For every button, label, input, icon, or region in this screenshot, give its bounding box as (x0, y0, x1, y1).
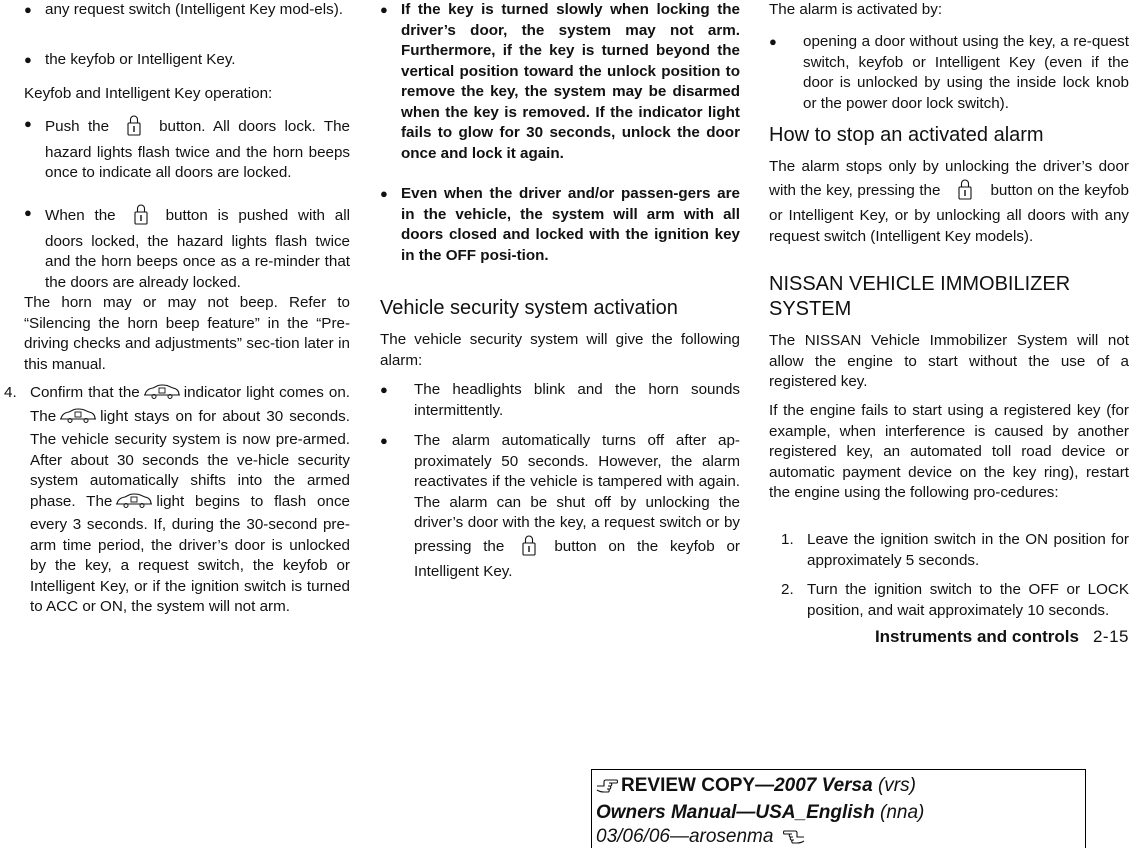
pointing-hand-icon (596, 777, 618, 801)
bullet: ● (24, 205, 32, 220)
paragraph: The horn may or may not beep. Refer to “Silencing the horn beep feature” in the “Pre-driving checks and adjustments” sec-tion later in this manual. (24, 294, 350, 373)
paragraph: If the engine fails to start using a registered key (for example, when interference is caused by another registered key, an automated toll road device or automatic payment device on the key ring), restart the engine using the following pro-cedures: (769, 402, 1129, 501)
lock-icon (504, 534, 554, 563)
section-heading: How to stop an activated alarm (769, 124, 1044, 146)
step-number: 1. (781, 531, 794, 548)
bullet-text: The alarm automatically turns off after ap-proximately 50 seconds. However, the alarm reactivates if the vehicle is tampered with again. The alarm can be shut off by unlocking the driver’s door with the key, a request switch or by pressing the button on the keyfob or Intelligent Key. (414, 432, 740, 580)
bullet: ● (380, 2, 388, 17)
pointing-hand-icon (783, 828, 805, 852)
step-text: Leave the ignition switch in the ON position for approximately 5 seconds. (807, 531, 1129, 569)
paragraph: Keyfob and Intelligent Key operation: (24, 85, 273, 102)
page-footer (812, 627, 1129, 647)
lock-icon (940, 178, 990, 207)
step-text: Confirm that the indicator light comes on. The light stays on for about 30 seconds. The vehicle security system is now pre-armed. After about 30 seconds the ve-hicle security system automatically shifts into the armed phase. The light begins to flash once every 3 seconds. If, during the 30-second pre-arm time period, the driver’s door is unlocked by the key, a request switch, the keyfob or Intelligent Key, or if the ignition switch is turned to ACC or ON, the system will not arm. (30, 384, 350, 615)
section-heading: NISSAN VEHICLE IMMOBILIZER SYSTEM (769, 273, 1071, 320)
warning-text: If the key is turned slowly when locking the driver’s door, the system may not arm. Furthermore, if the key is turned beyond the vertical position toward the unlock position to remove the key, the system may be disarmed when the key is removed. If the indicator light fails to glow for 30 seconds, unlock the door once and lock it again. (401, 1, 740, 162)
bullet: ● (380, 382, 388, 397)
bullet: ● (769, 34, 777, 49)
security-car-icon (56, 408, 100, 431)
lock-icon (109, 114, 159, 143)
paragraph: The alarm is activated by: (769, 1, 943, 18)
bullet-text: Push the button. All doors lock. The hazard lights flash twice and the horn beeps once to indicate all doors are locked. (45, 114, 350, 184)
bullet: ● (24, 2, 32, 17)
page-number: 2-15 (1092, 627, 1129, 646)
bullet-text: When the button is pushed with all doors locked, the hazard lights flash twice and the horn beeps once as a re-minder that the doors are already locked. (45, 203, 350, 293)
bullet-text: any request switch (Intelligent Key mod-els). (45, 1, 343, 18)
lock-icon (116, 203, 166, 232)
step-number: 4. (4, 384, 17, 401)
bullet-text: opening a door without using the key, a re-quest switch, keyfob or Intelligent Key (even if the door is unlocked by using the inside lock knob or the power door lock switch). (803, 33, 1129, 112)
section-name: Instruments and controls (874, 627, 1079, 646)
bullet: ● (380, 433, 388, 448)
security-car-icon (140, 384, 184, 407)
section-heading: Vehicle security system activation (380, 297, 678, 319)
bullet: ● (380, 186, 388, 201)
bullet: ● (24, 52, 32, 67)
paragraph: The alarm stops only by unlocking the driver’s door with the key, pressing the button on the keyfob or Intelligent Key, or by unlocking all doors with any request switch (Intelligent Key models). (769, 158, 1129, 245)
paragraph: The vehicle security system will give the following alarm: (380, 331, 740, 369)
bullet-text: The headlights blink and the horn sounds intermittently. (414, 381, 740, 419)
warning-text: Even when the driver and/or passen-gers are in the vehicle, the system will arm with all doors closed and locked with the ignition key in the OFF posi-tion. (401, 185, 740, 264)
security-car-icon (112, 493, 156, 516)
bullet: ● (24, 116, 32, 131)
bullet-text: the keyfob or Intelligent Key. (45, 51, 236, 68)
step-number: 2. (781, 581, 794, 598)
review-stamp: REVIEW COPY—2007 Versa (vrs) Owners Manual—USA_English (nna) 03/06/06—arosenma (591, 769, 1086, 848)
paragraph: The NISSAN Vehicle Immobilizer System will not allow the engine to start without the use of a registered key. (769, 332, 1129, 390)
step-text: Turn the ignition switch to the OFF or LOCK position, and wait approximately 10 seconds. (807, 581, 1129, 619)
